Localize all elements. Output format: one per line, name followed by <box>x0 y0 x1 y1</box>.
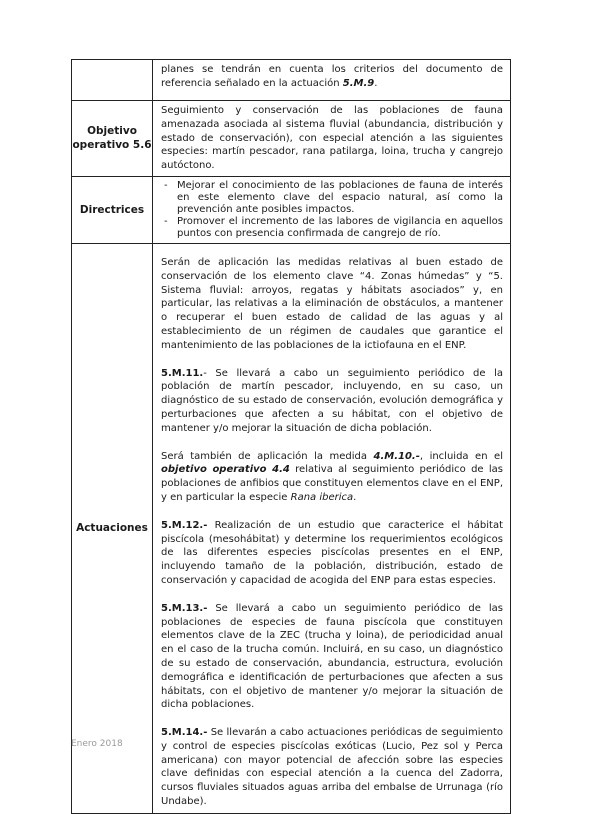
actuaciones-cell <box>153 243 511 813</box>
table-row-continued <box>72 60 511 101</box>
objetivo-label: Objetivo operativo 5.6 <box>72 101 153 177</box>
measure-5m12 <box>161 519 503 588</box>
measure-code: 5.M.12.- <box>161 519 208 531</box>
measure-text: - Se llevará a cabo un seguimiento periódico de la población de martín pescador, incluyendo, en su caso, un diagnóstico de su estado de conservación, evolución demográfica y perturbaciones que afecten a su hábitat, con el objetivo de mantener y/o mejorar la situación de dicha población. <box>161 367 503 434</box>
directrices-list <box>161 180 503 240</box>
continued-text: planes se tendrán en cuenta los criterios del documento de referencia señalado en la actuación <box>161 64 503 89</box>
measure-text: Realización de un estudio que caracterice el hábitat piscícola (mesohábitat) y determine los requerimientos ecológicos de las diferentes especies piscícolas presentes en el ENP, incluyendo tamaño de la población, distribución, estado de conservación y capacidad de acogida del ENP para estas especies. <box>161 519 503 586</box>
measure-code: 5.M.13.- <box>161 602 208 614</box>
directrices-label: Directrices <box>72 176 153 243</box>
measure-5m11 <box>161 367 503 436</box>
measure-code: 4.M.10.- <box>373 450 420 462</box>
table-row-objetivo <box>72 101 511 177</box>
objective-ref: objetivo operativo 4.4 <box>161 464 290 476</box>
continued-text-cell <box>153 60 511 101</box>
list-item: - Mejorar el conocimiento de las poblaciones de fauna de interés en este elemento clave del espacio natural, así como la prevención ante posibles impactos. <box>161 180 503 216</box>
measure-code: 5.M.11. <box>161 367 204 379</box>
objetivo-text: Seguimiento y conservación de las poblaciones de fauna amenazada asociada al sistema fluvial (abundancia, distribución y estado de conservación), con especial atención a las siguientes especies: martín pescador, rana patilarga, loina, trucha y cangrejo autóctono. <box>153 101 511 177</box>
species-name: Rana iberica <box>290 491 354 503</box>
measure-text: Se llevarán a cabo actuaciones periódicas de seguimiento y control de especies piscícolas exóticas (Lucio, Pez sol y Perca americana) con mayor potencial de afección sobre las especies clave definidas con especial atención a la cuenca del Zadorra, cursos fluviales situados aguas arriba del embalse de Urrunaga (río Undabe). <box>161 727 503 808</box>
directrices-cell <box>153 176 511 243</box>
actuaciones-intro: Serán de aplicación las medidas relativas al buen estado de conservación de los elemento clave “4. Zonas húmedas” y “5. Sistema fluvial: arroyos, regatas y hábitats asociados” y, en particular, las relativas a la eliminación de obstáculos, a mantener o recuperar el buen estado de calidad de las aguas y al establecimiento de un régimen de caudales que garantice el mantenimiento de las poblaciones de la ictiofauna en el ENP. <box>161 256 503 351</box>
ref-text: relativa al seguimiento periódico de las poblaciones de anfibios que constituyen elementos clave en el ENP, y en particular la especie <box>161 464 503 503</box>
measure-ref: 5.M.9 <box>342 77 375 89</box>
continued-end: . <box>374 77 378 89</box>
plan-table <box>71 59 511 814</box>
measure-4m10-reference <box>161 450 503 505</box>
footer-date: Enero 2018 <box>71 739 123 749</box>
table-row-directrices <box>72 176 511 243</box>
list-item: - Promover el incremento de las labores de vigilancia en aquellos puntos con presencia confirmada de cangrejo de río. <box>161 216 503 240</box>
measure-code: 5.M.14.- <box>161 727 208 739</box>
empty-label-cell <box>72 60 153 101</box>
measure-5m13 <box>161 602 503 712</box>
ref-text: , incluida en el <box>419 450 503 462</box>
continued-paragraph <box>161 63 503 91</box>
table-row-actuaciones <box>72 243 511 813</box>
ref-text: Será también de aplicación la medida <box>161 450 374 462</box>
measure-5m14 <box>161 726 503 809</box>
actuaciones-label: Actuaciones <box>72 243 153 813</box>
measure-text: Se llevará a cabo un seguimiento periódico de las poblaciones de especies de fauna piscícola que constituyen elementos clave de la ZEC (trucha y loina), de periodicidad anual en el caso de la trucha común. Incluirá, en su caso, un diagnóstico de su estado de conservación, abundancia, estructura, evolución demográfica e identificación de perturbaciones que afecten a sus hábitats, con el objetivo de mantener y/o mejorar la situación de dicha poblaciones. <box>161 602 503 711</box>
ref-text: . <box>353 491 357 503</box>
